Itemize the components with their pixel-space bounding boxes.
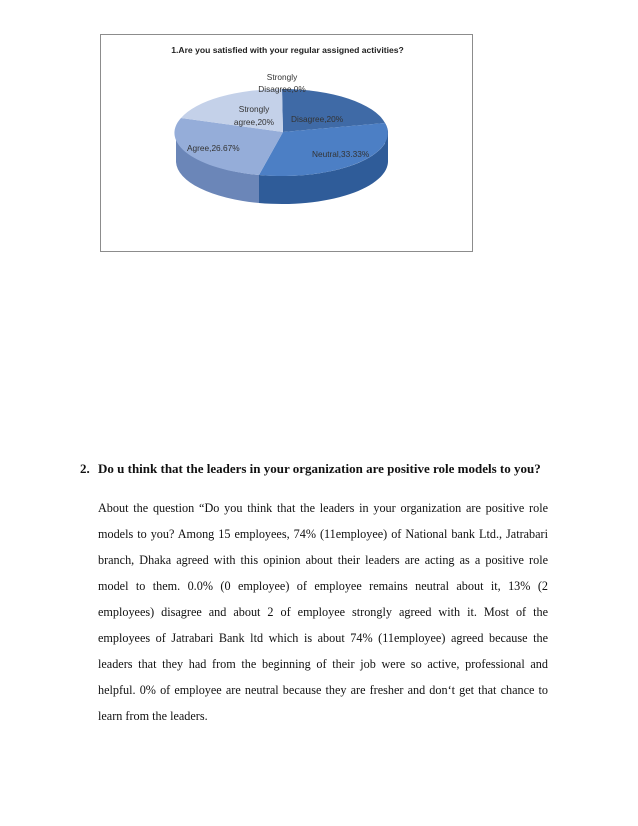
label-strongly-agree-line1: Strongly xyxy=(238,104,270,114)
label-strongly-disagree-line2: Disagree,0% xyxy=(258,84,306,94)
label-disagree: Disagree,20% xyxy=(291,114,344,124)
pie-chart-svg xyxy=(101,35,474,253)
pie-chart xyxy=(100,34,473,252)
section-heading-text: Do u think that the leaders in your organization are positive role models to you? xyxy=(98,461,541,476)
section-heading xyxy=(80,461,580,477)
section-paragraph: About the question “Do you think that the leaders in your organization are positive role models to you? Among 15 employees, 74% (11employee) of National bank Ltd., Jatrabari branch, Dhaka agreed with this opinion about their leaders are acting as a positive role model to them. 0.0% (0 employee) of employee remains neutral about it, 13% (2 employees) disagree and about 2 of employee strongly agreed with it. Most of the employees of Jatrabari Bank ltd which is about 74% (11employee) agreed because the leaders that they had from the beginning of their job were so active, professional and helpful. 0% of employee are neutral because they are fresher and don‘t get that chance to learn from the leaders. xyxy=(98,501,548,723)
label-strongly-agree-line2: agree,20% xyxy=(233,117,275,127)
label-agree: Agree,26.67% xyxy=(187,143,240,153)
label-neutral: Neutral,33.33% xyxy=(312,149,370,159)
label-strongly-disagree-line1: Strongly xyxy=(266,72,298,82)
section-number: 2. xyxy=(80,461,90,476)
chart-title: 1.Are you satisfied with your regular assigned activities? xyxy=(171,45,404,55)
